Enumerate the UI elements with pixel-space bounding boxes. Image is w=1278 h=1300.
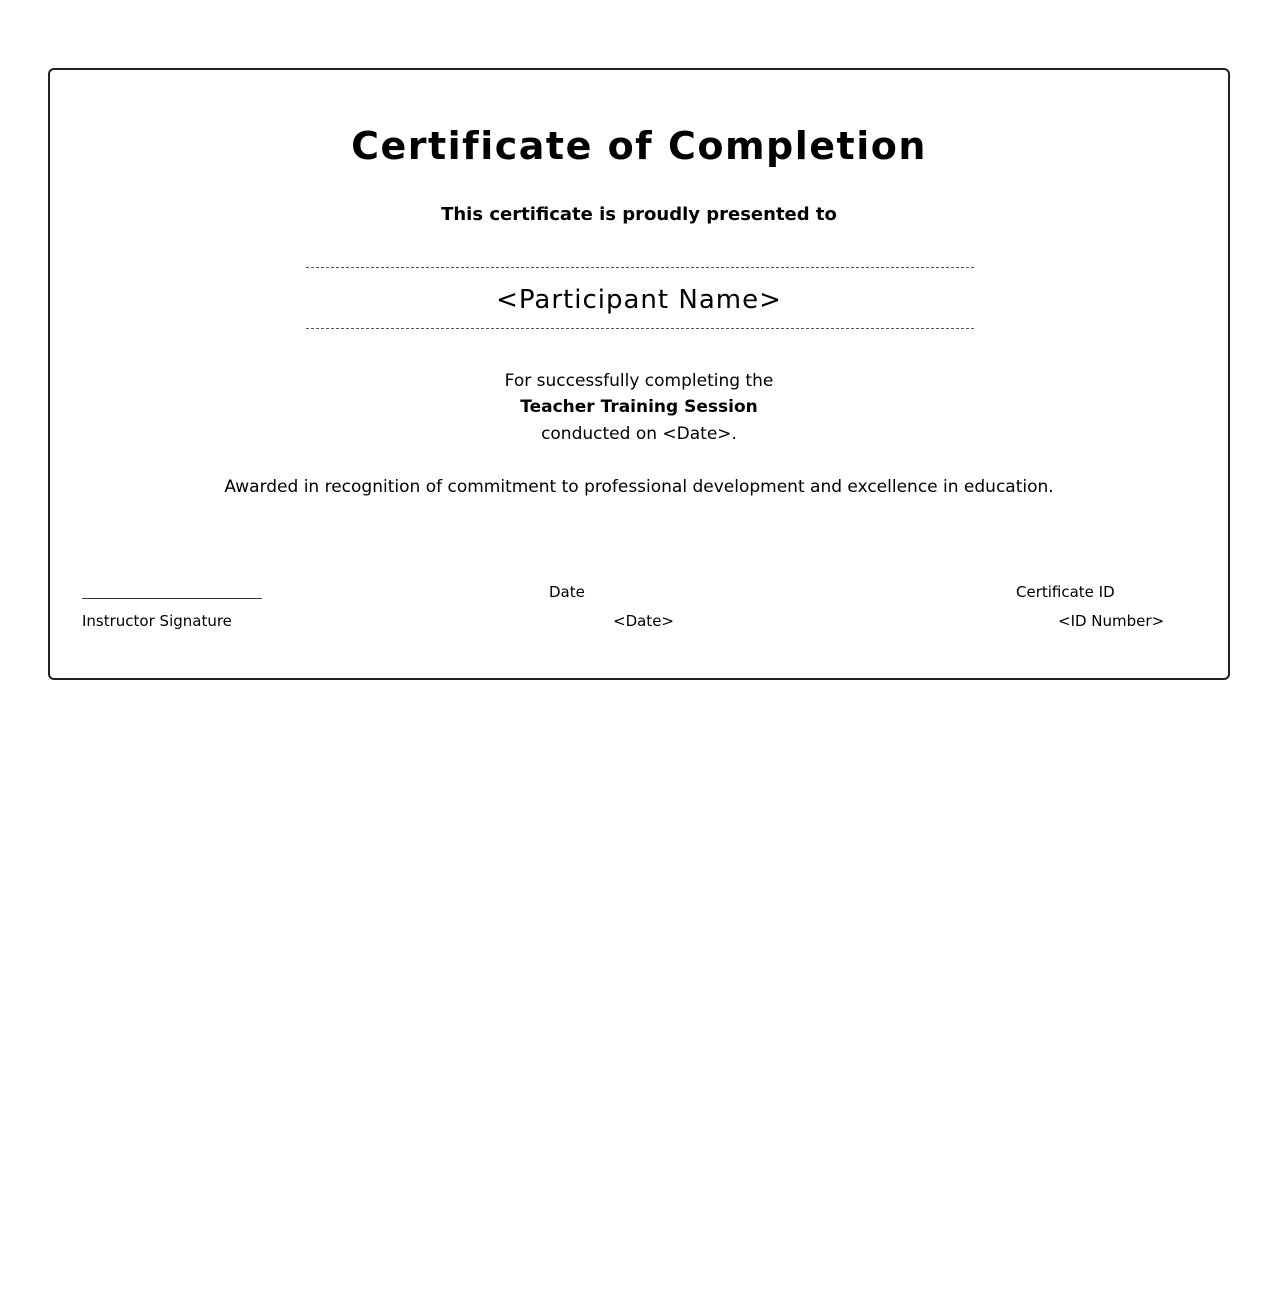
- participant-name: <Participant Name>: [496, 285, 782, 315]
- conducted-date-text: conducted on <Date>.: [541, 424, 737, 444]
- name-top-divider: [306, 267, 974, 268]
- certificate-card: [48, 68, 1230, 680]
- presented-to-text: This certificate is proudly presented to: [441, 204, 837, 225]
- signature-line: [82, 598, 262, 599]
- name-bottom-divider: [306, 328, 974, 329]
- certificate-id-label: Certificate ID: [1016, 583, 1115, 601]
- session-name: Teacher Training Session: [520, 397, 758, 417]
- instructor-signature-label: Instructor Signature: [82, 612, 232, 630]
- certificate-id-value: <ID Number>: [1058, 612, 1165, 630]
- recognition-text: Awarded in recognition of commitment to professional development and excellence in education.: [224, 477, 1054, 497]
- date-label: Date: [549, 583, 585, 601]
- date-value: <Date>: [613, 612, 674, 630]
- completion-text: For successfully completing the: [504, 371, 774, 391]
- certificate-title: Certificate of Completion: [351, 124, 927, 168]
